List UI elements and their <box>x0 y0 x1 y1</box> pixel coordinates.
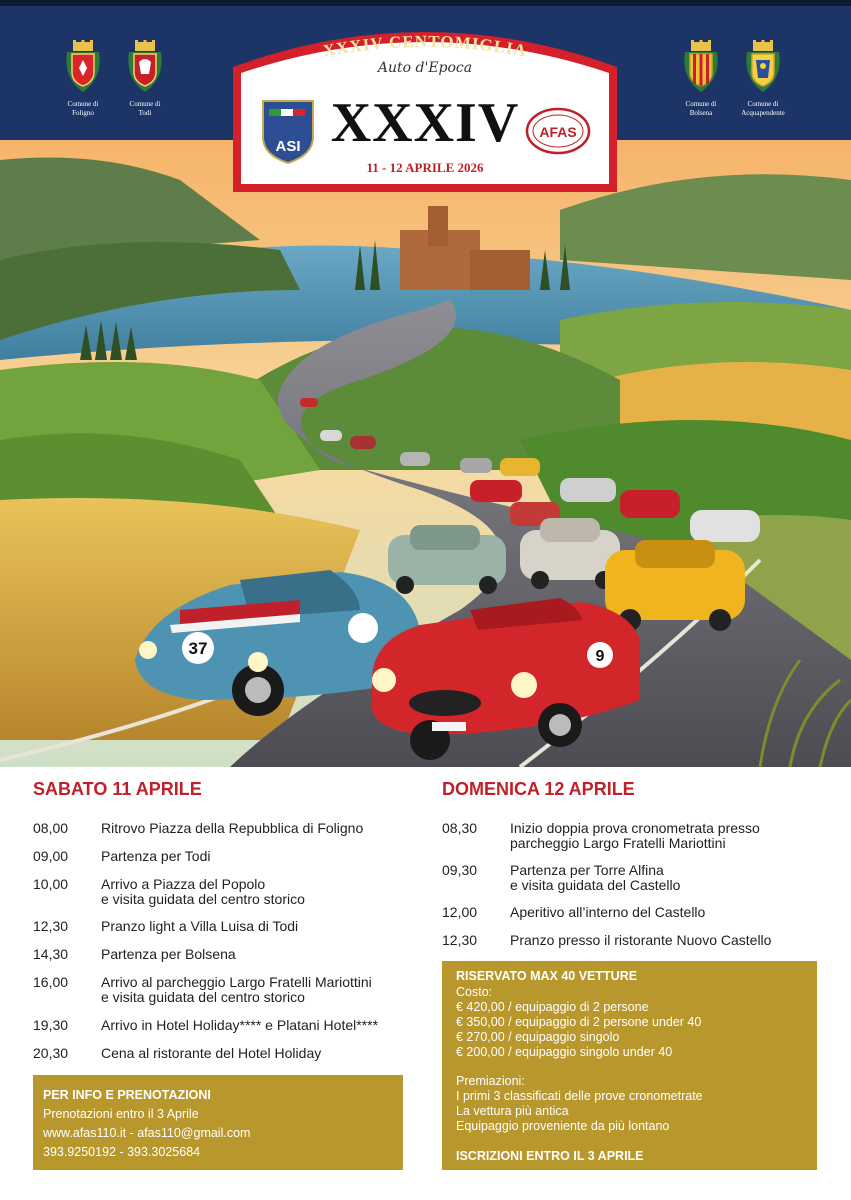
car-number-37: 37 <box>188 639 208 658</box>
crest-bolsena <box>666 38 736 118</box>
time: 12,30 <box>33 918 69 934</box>
prize-item: I primi 3 classificati delle prove cronometrate <box>456 1089 703 1103</box>
event-dates: 11 - 12 APRILE 2026 <box>366 160 484 175</box>
description: Inizio doppia prova cronometrata presso <box>510 820 760 836</box>
title-banner <box>233 27 617 192</box>
cost-label: Costo: <box>456 985 493 999</box>
description-line2: e visita guidata del Castello <box>510 877 681 893</box>
crest-label-3: Comune di <box>685 100 717 108</box>
time: 08,00 <box>33 820 69 836</box>
crest-label-1: Comune di <box>67 100 99 108</box>
time: 08,30 <box>442 820 478 836</box>
saturday-heading: SABATO 11 APRILE <box>33 779 202 799</box>
crest-name-2: Todi <box>138 109 152 117</box>
crest-name-1: Foligno <box>72 109 94 117</box>
info-deadline: Prenotazioni entro il 3 Aprile <box>43 1107 199 1121</box>
cost-item: € 270,00 / equipaggio singolo <box>456 1030 620 1044</box>
top-strip <box>0 0 851 6</box>
sunday-heading: DOMENICA 12 APRILE <box>442 779 635 799</box>
description-line2: e visita guidata del centro storico <box>101 891 305 907</box>
time: 12,00 <box>442 904 478 920</box>
description: Aperitivo all’interno del Castello <box>510 904 706 920</box>
time: 16,00 <box>33 974 69 990</box>
crest-foligno <box>48 38 118 118</box>
bolsena-coat-icon <box>679 38 723 94</box>
time: 12,30 <box>442 932 478 948</box>
description: Ritrovo Piazza della Repubblica di Foligno <box>101 820 364 836</box>
description: Arrivo al parcheggio Largo Fratelli Mariottini <box>101 974 372 990</box>
prizes-label: Premiazioni: <box>456 1074 525 1088</box>
info-phones[interactable]: 393.9250192 - 393.3025684 <box>43 1145 201 1159</box>
acquapendente-coat-icon <box>741 38 785 94</box>
description-line2: e visita guidata del centro storico <box>101 989 305 1005</box>
reservation-box <box>442 961 817 1170</box>
description: Arrivo a Piazza del Popolo <box>101 876 266 892</box>
car-number-9: 9 <box>595 648 605 665</box>
description: Partenza per Bolsena <box>101 946 236 962</box>
afas-logo-text: AFAS <box>539 124 577 140</box>
cost-item: € 420,00 / equipaggio di 2 persone <box>456 1000 649 1014</box>
asi-logo-text: ASI <box>275 138 301 155</box>
description: Arrivo in Hotel Holiday**** e Platani Hotel**** <box>101 1017 379 1033</box>
crest-label-2: Comune di <box>129 100 161 108</box>
time: 20,30 <box>33 1045 69 1061</box>
crest-label-4: Comune di <box>747 100 779 108</box>
time: 14,30 <box>33 946 69 962</box>
time: 10,00 <box>33 876 69 892</box>
todi-coat-icon <box>123 38 167 94</box>
info-title: PER INFO E PRENOTAZIONI <box>43 1088 211 1102</box>
crest-todi <box>110 38 180 118</box>
info-box <box>33 1075 403 1170</box>
event-name-arc: XXXIV CENTOMIGLIA <box>321 31 529 61</box>
description: Pranzo light a Villa Luisa di Todi <box>101 918 299 934</box>
registration-deadline: ISCRIZIONI ENTRO IL 3 APRILE <box>456 1149 644 1163</box>
crest-name-4: Acquapendente <box>741 109 785 117</box>
info-contacts[interactable]: www.afas110.it - afas110@gmail.com <box>43 1126 251 1140</box>
time: 09,00 <box>33 848 69 864</box>
cost-item: € 350,00 / equipaggio di 2 persone under 40 <box>456 1015 702 1029</box>
description: Partenza per Torre Alfina <box>510 862 664 878</box>
description: Pranzo presso il ristorante Nuovo Castello <box>510 932 772 948</box>
crest-name-3: Bolsena <box>689 109 713 117</box>
prize-item: Equipaggio proveniente da più lontano <box>456 1119 670 1133</box>
vintage-car-landscape-illustration <box>0 140 851 767</box>
event-subtitle: Auto d'Epoca <box>377 60 473 76</box>
prize-item: La vettura più antica <box>456 1104 569 1118</box>
time: 19,30 <box>33 1017 69 1033</box>
foligno-coat-icon <box>61 38 105 94</box>
reservation-title: RISERVATO MAX 40 VETTURE <box>456 969 638 983</box>
crest-acquapendente <box>728 38 798 118</box>
time: 09,30 <box>442 862 478 878</box>
description-line2: parcheggio Largo Fratelli Mariottini <box>510 835 726 851</box>
edition-title: XXXIV <box>330 92 520 154</box>
description: Cena al ristorante del Hotel Holiday <box>101 1045 322 1061</box>
description: Partenza per Todi <box>101 848 211 864</box>
cost-item: € 200,00 / equipaggio singolo under 40 <box>456 1045 673 1059</box>
